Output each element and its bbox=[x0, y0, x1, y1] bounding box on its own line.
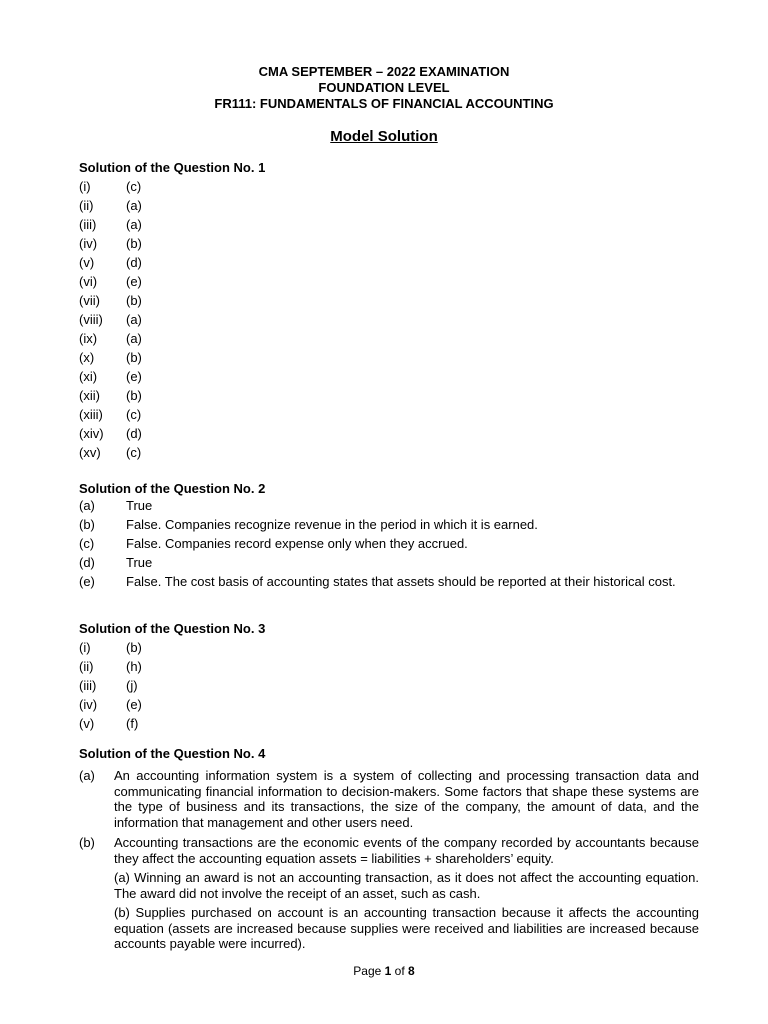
item-number: (v) bbox=[79, 255, 95, 270]
part-b-subpoint-a: (a) Winning an award is not an accounting transaction, as it does not affect the accounting equation. The award did not involve the receipt of an asset, such as cash. bbox=[114, 870, 699, 901]
model-solution-title: Model Solution bbox=[330, 128, 438, 145]
item-number: (iv) bbox=[79, 236, 98, 251]
item-number: (iii) bbox=[79, 217, 97, 232]
item-answer: (j) bbox=[126, 678, 138, 693]
item-answer: (e) bbox=[126, 369, 142, 384]
item-number: (v) bbox=[79, 716, 95, 731]
page-footer bbox=[0, 964, 768, 978]
answer-row bbox=[79, 574, 699, 590]
answer-row bbox=[79, 676, 699, 695]
item-number: (xv) bbox=[79, 445, 101, 460]
item-answer: (a) bbox=[126, 217, 142, 232]
item-answer: (a) bbox=[126, 198, 142, 213]
item-text: False. Companies recognize revenue in the period in which it is earned. bbox=[126, 517, 538, 532]
item-answer: (a) bbox=[126, 331, 142, 346]
item-number: (viii) bbox=[79, 312, 103, 327]
item-number: (c) bbox=[79, 536, 95, 551]
answer-row bbox=[79, 638, 699, 657]
item-number: (xii) bbox=[79, 388, 100, 403]
item-answer: (c) bbox=[126, 407, 142, 422]
item-answer: (c) bbox=[126, 179, 142, 194]
question-4-part-a bbox=[79, 768, 699, 830]
item-text: False. The cost basis of accounting states that assets should be reported at their historical cost. bbox=[126, 574, 676, 589]
item-number: (vii) bbox=[79, 293, 100, 308]
item-answer: (e) bbox=[126, 697, 142, 712]
item-answer: (b) bbox=[126, 388, 142, 403]
item-number: (i) bbox=[79, 640, 91, 655]
question-4-section bbox=[79, 745, 699, 952]
question-4-part-b bbox=[79, 835, 699, 952]
answer-row bbox=[79, 272, 699, 291]
item-answer: (b) bbox=[126, 350, 142, 365]
question-2-answers bbox=[79, 498, 699, 590]
answer-row bbox=[79, 555, 699, 571]
answer-row bbox=[79, 517, 699, 533]
answer-row bbox=[79, 657, 699, 676]
answer-row bbox=[79, 310, 699, 329]
page-number: 1 bbox=[384, 964, 392, 978]
item-number: (x) bbox=[79, 350, 95, 365]
part-b-subpoint-b: (b) Supplies purchased on account is an accounting transaction because it affects the accounting equation (assets are increased because supplies were received and liabilities are increased because accounts payable were incurred). bbox=[114, 905, 699, 951]
item-answer: (c) bbox=[126, 445, 142, 460]
question-3-section bbox=[79, 620, 699, 733]
answer-row bbox=[79, 386, 699, 405]
item-number: (xiii) bbox=[79, 407, 103, 422]
item-answer: (f) bbox=[126, 716, 139, 731]
page-total: 8 bbox=[408, 964, 415, 978]
item-answer: (b) bbox=[126, 236, 142, 251]
item-answer: (d) bbox=[126, 255, 142, 270]
part-text: An accounting information system is a system of collecting and processing transaction data and communicating financial information to decision-makers. Some factors that shape these systems are the type of business and its transactions, the size of the company, the amount of data, and the information that management and other users need. bbox=[114, 768, 699, 830]
item-number: (xiv) bbox=[79, 426, 104, 441]
answer-row bbox=[79, 443, 699, 462]
answer-row bbox=[79, 234, 699, 253]
item-text: True bbox=[126, 555, 153, 570]
answer-row bbox=[79, 177, 699, 196]
answer-row bbox=[79, 714, 699, 733]
item-text: True bbox=[126, 498, 153, 513]
item-answer: (a) bbox=[126, 312, 142, 327]
item-number: (ii) bbox=[79, 659, 94, 674]
question-3-title: Solution of the Question No. 3 bbox=[79, 621, 266, 636]
question-2-section bbox=[79, 480, 699, 593]
exam-level: FOUNDATION LEVEL bbox=[318, 80, 450, 95]
answer-row bbox=[79, 498, 699, 514]
item-number: (iii) bbox=[79, 678, 97, 693]
answer-row bbox=[79, 215, 699, 234]
answer-row bbox=[79, 291, 699, 310]
item-number: (d) bbox=[79, 555, 95, 570]
answer-row bbox=[79, 536, 699, 552]
item-number: (xi) bbox=[79, 369, 98, 384]
exam-title: CMA SEPTEMBER – 2022 EXAMINATION bbox=[258, 64, 510, 79]
item-text: False. Companies record expense only when they accrued. bbox=[126, 536, 468, 551]
answer-row bbox=[79, 405, 699, 424]
item-number: (ii) bbox=[79, 198, 94, 213]
item-answer: (d) bbox=[126, 426, 142, 441]
page-prefix: Page bbox=[353, 964, 385, 978]
answer-row bbox=[79, 196, 699, 215]
item-number: (e) bbox=[79, 574, 95, 589]
exam-header bbox=[0, 64, 768, 112]
part-number: (b) bbox=[79, 835, 95, 850]
item-number: (b) bbox=[79, 517, 95, 532]
question-4-title: Solution of the Question No. 4 bbox=[79, 746, 266, 761]
question-2-title: Solution of the Question No. 2 bbox=[79, 481, 266, 496]
answer-row bbox=[79, 253, 699, 272]
item-answer: (e) bbox=[126, 274, 142, 289]
exam-subject: FR111: FUNDAMENTALS OF FINANCIAL ACCOUNTING bbox=[214, 96, 554, 111]
item-number: (vi) bbox=[79, 274, 98, 289]
answer-row bbox=[79, 329, 699, 348]
item-number: (iv) bbox=[79, 697, 98, 712]
answer-row bbox=[79, 367, 699, 386]
part-number: (a) bbox=[79, 768, 95, 783]
answer-row bbox=[79, 348, 699, 367]
item-answer: (b) bbox=[126, 640, 142, 655]
question-1-title: Solution of the Question No. 1 bbox=[79, 160, 266, 175]
page-of: of bbox=[391, 964, 409, 978]
question-3-answers bbox=[79, 638, 699, 733]
answer-row bbox=[79, 695, 699, 714]
item-number: (a) bbox=[79, 498, 95, 513]
part-text: Accounting transactions are the economic events of the company recorded by accountants because they affect the accounting equation assets = liabilities + shareholders’ equity. bbox=[114, 835, 699, 866]
question-1-answers bbox=[79, 177, 699, 462]
item-number: (ix) bbox=[79, 331, 98, 346]
item-answer: (b) bbox=[126, 293, 142, 308]
question-1-section bbox=[79, 159, 699, 462]
item-number: (i) bbox=[79, 179, 91, 194]
answer-row bbox=[79, 424, 699, 443]
item-answer: (h) bbox=[126, 659, 142, 674]
